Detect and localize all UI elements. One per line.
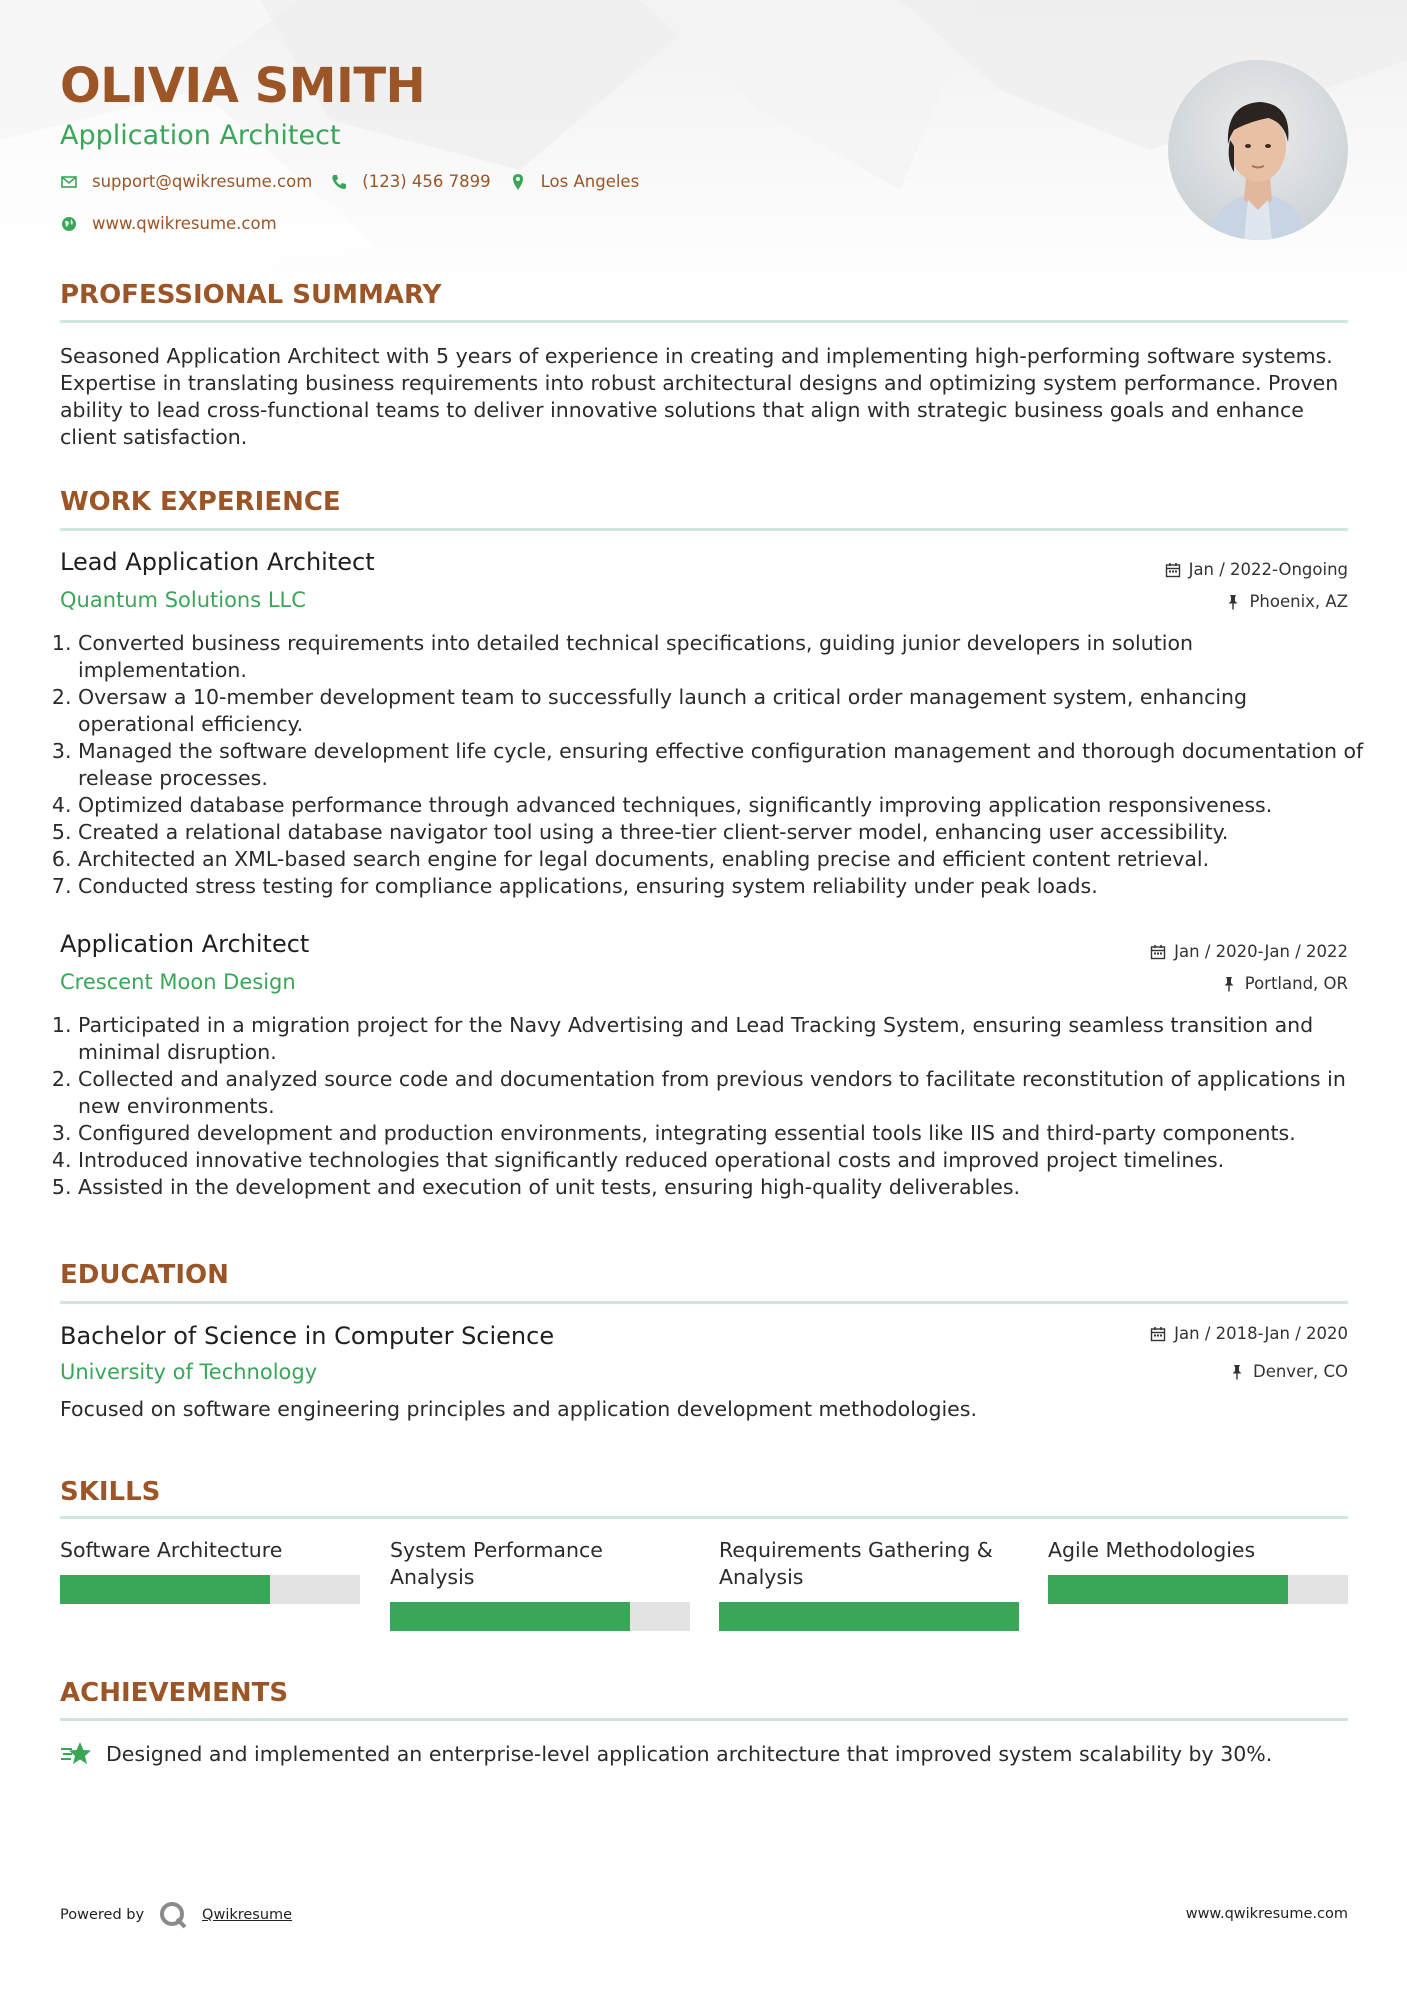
skill-bar-fill [60,1575,270,1604]
email-text[interactable]: support@qwikresume.com [92,172,313,191]
skill-bar [1048,1575,1348,1604]
skill-label: Agile Methodologies [1048,1538,1256,1562]
list-item: 4. Optimized database performance through advanced techniques, significantly improving application responsiveness. [78,792,1368,819]
job-1-dates-text: Jan / 2022-Ongoing [1188,560,1348,579]
list-item: 1. Converted business requirements into detailed technical specifications, guiding junior developers in solution implementation. [78,630,1368,684]
job-1-location-text: Phoenix, AZ [1249,592,1348,611]
skill-bar-fill [390,1602,630,1631]
job-2-company: Crescent Moon Design [60,970,296,994]
education-dates-text: Jan / 2018-Jan / 2020 [1174,1324,1348,1343]
website-item[interactable] [60,214,277,233]
skill-label: System Performance Analysis [390,1538,603,1589]
skill-bar-fill [719,1602,1019,1631]
section-divider [60,528,1348,531]
email-item[interactable] [60,172,312,191]
footer-website[interactable]: www.qwikresume.com [1185,1906,1348,1922]
education-school: University of Technology [60,1360,318,1384]
location-item [509,172,640,191]
calendar-icon [1165,562,1181,578]
job-2-bullets [60,1012,1368,1201]
calendar-icon [1150,944,1166,960]
skill-item [1048,1537,1348,1564]
pushpin-icon [1225,594,1241,610]
map-pin-icon [509,173,527,191]
section-title-achievements: ACHIEVEMENTS [60,1678,289,1708]
section-title-experience: WORK EXPERIENCE [60,487,341,517]
education-location-text: Denver, CO [1252,1362,1348,1381]
pushpin-icon [1221,976,1237,992]
list-item: 1. Participated in a migration project for the Navy Advertising and Lead Tracking System, ensuring seamless transition and minimal disruption. [78,1012,1368,1066]
job-1-title: Lead Application Architect [60,548,375,576]
section-divider [60,1516,1348,1519]
education-location [1229,1362,1348,1381]
section-divider [60,1718,1348,1721]
job-2-location-text: Portland, OR [1244,974,1348,993]
job-1-location [1225,592,1348,611]
job-title-headline: Application Architect [60,120,341,151]
website-text[interactable]: www.qwikresume.com [92,214,277,233]
skill-bar-fill [1048,1575,1288,1604]
skill-item [60,1537,360,1564]
education-dates [1150,1324,1348,1343]
phone-icon [330,173,348,191]
shooting-star-icon [60,1740,92,1768]
skill-bar [390,1602,690,1631]
globe-icon [60,215,78,233]
list-item: 2. Collected and analyzed source code and documentation from previous vendors to facilitate reconstitution of applications in new environments. [78,1066,1368,1120]
list-item: 5. Assisted in the development and execution of unit tests, ensuring high-quality deliverables. [78,1174,1368,1201]
list-item: 3. Configured development and production environments, integrating essential tools like IIS and third-party components. [78,1120,1368,1147]
skill-bar [60,1575,360,1604]
candidate-name: OLIVIA SMITH [60,58,426,114]
contact-row [60,172,657,191]
list-item: 3. Managed the software development life cycle, ensuring effective configuration management and thorough documentation of release processes. [78,738,1368,792]
phone-text[interactable]: (123) 456 7899 [362,172,491,191]
education-description: Focused on software engineering principles and application development methodologies. [60,1397,977,1421]
profile-photo [1168,60,1348,240]
profile-photo-image [1168,60,1348,240]
section-title-education: EDUCATION [60,1260,229,1290]
brand-link[interactable]: Qwikresume [202,1907,293,1923]
job-2-title: Application Architect [60,930,310,958]
website-row [60,214,295,233]
job-2-dates-text: Jan / 2020-Jan / 2022 [1174,942,1348,961]
section-divider [60,320,1348,323]
section-title-summary: PROFESSIONAL SUMMARY [60,280,442,310]
skill-item [719,1537,1019,1591]
achievement-item [60,1740,1272,1768]
summary-text: Seasoned Application Architect with 5 years of experience in creating and implementing high-performing software systems. Expertise in translating business requirements into robust architectural designs and optimizing system performance. Proven ability to lead cross-functional teams to deliver innovative solutions that align with strategic business goals and enhance client satisfaction. [60,344,1339,449]
skill-item [390,1537,690,1591]
section-title-skills: SKILLS [60,1477,161,1507]
powered-by-label: Powered by [60,1907,145,1923]
section-divider [60,1301,1348,1304]
qwikresume-logo-icon [158,1900,188,1930]
skill-label: Software Architecture [60,1538,283,1562]
job-1-dates [1165,560,1348,579]
skill-label: Requirements Gathering & Analysis [719,1538,993,1589]
footer-powered-by [60,1900,292,1930]
location-text: Los Angeles [540,172,640,191]
job-2-location [1221,974,1348,993]
list-item: 5. Created a relational database navigator tool using a three-tier client-server model, enhancing user accessibility. [78,819,1368,846]
job-1-bullets [60,630,1368,900]
list-item: 2. Oversaw a 10-member development team to successfully launch a critical order management system, enhancing operational efficiency. [78,684,1368,738]
list-item: 7. Conducted stress testing for compliance applications, ensuring system reliability under peak loads. [78,873,1368,900]
education-degree: Bachelor of Science in Computer Science [60,1322,555,1350]
job-2-dates [1150,942,1348,961]
list-item: 6. Architected an XML-based search engine for legal documents, enabling precise and efficient content retrieval. [78,846,1368,873]
list-item: 4. Introduced innovative technologies that significantly reduced operational costs and improved project timelines. [78,1147,1368,1174]
envelope-icon [60,173,78,191]
phone-item[interactable] [330,172,490,191]
calendar-icon [1150,1326,1166,1342]
pushpin-icon [1229,1364,1245,1380]
skill-bar [719,1602,1019,1631]
job-1-company: Quantum Solutions LLC [60,588,306,612]
achievement-text: Designed and implemented an enterprise-level application architecture that improved system scalability by 30%. [106,1742,1273,1766]
